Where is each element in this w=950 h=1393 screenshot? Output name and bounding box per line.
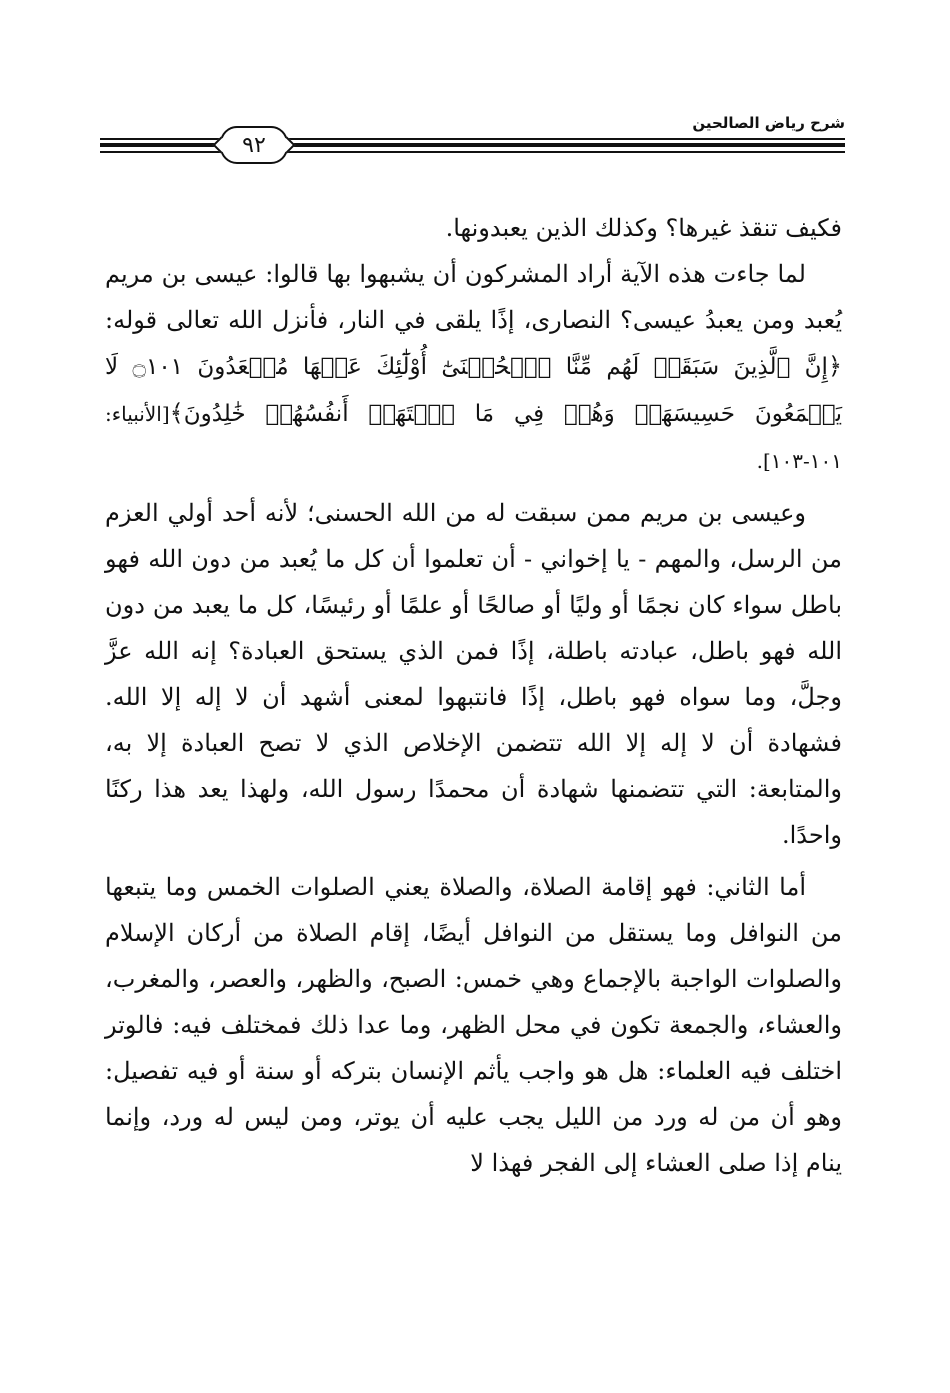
paragraph-4: أما الثاني: فهو إقامة الصلاة، والصلاة يعني الصلوات الخمس وما يتبعها من النوافل وما يستقل من النوافل أيضًا، إقام الصلاة من أركان الإسلام والصلوات الواجبة بالإجماع وهي خمس: الصبح، والظهر، والعصر، والمغرب، والعشاء، والجمعة تكون في محل الظهر، وما عدا ذلك فمختلف فيه: فالوتر اختلف فيه العلماء: هل هو واجب يأثم الإنسان بتركه أو سنة أو فيه تفصيل: وهو أن من له ورد من الليل يجب عليه أن يوتر، ومن ليس له ورد، وإنما ينام إذا صلى العشاء إلى الفجر فهذا لا [105,873,843,1177]
paragraph-2 [105,251,842,484]
verse-reference: [الأنبياء: ١٠١-١٠٣]. [105,402,842,473]
page-header [100,96,845,166]
quran-bracket-close: ﴾ [169,399,184,427]
running-title: شرح رياض الصالحين [692,114,845,132]
quran-verse: إِنَّ ٱلَّذِينَ سَبَقَتۡ لَهُم مِّنَّا ٱلۡحُسۡنَىٰٓ أُوْلَٰٓئِكَ عَنۡهَا مُبۡعَدُونَ ۝١٠١ لَا يَسۡمَعُونَ حَسِيسَهَاۖ وَهُمۡ فِي مَا ٱشۡتَهَتۡ أَنفُسُهُمۡ خَٰلِدُونَ [105,354,842,427]
quran-bracket-open: ﴿ [827,352,842,380]
page-number: ٩٢ [220,126,288,164]
header-rule-thin-top [100,138,845,140]
paragraph-1: فكيف تنقذ غيرها؟ وكذلك الذين يعبدونها. [445,214,842,242]
paragraph-3: وعيسى بن مريم ممن سبقت له من الله الحسنى؛ لأنه أحد أولي العزم من الرسل، والمهم - يا إخواني - أن تعلموا أن كل ما يُعبد من دون الله فهو باطل سواء كان نجمًا أو وليًا أو صالحًا أو علمًا أو رئيسًا، كل ما يعبد من دون الله فهو باطل، عبادته باطلة، إذًا فمن الذي يستحق العبادة؟ إنه الله عزَّ وجلَّ، وما سواه فهو باطل، إذًا فانتبهوا لمعنى أشهد أن لا إله إلا الله. فشهادة أن لا إله إلا الله تتضمن الإخلاص الذي لا تصح العبادة إلا به، والمتابعة: التي تتضمنها شهادة أن محمدًا رسول الله، ولهذا يعد هذا ركنًا واحدًا. [105,499,842,849]
paragraph-2-text: لما جاءت هذه الآية أراد المشركون أن يشبهوا بها قالوا: عيسى بن مريم يُعبد ومن يعبدُ عيسى؟ النصارى، إذًا يلقى في النار، فأنزل الله تعالى قوله: [105,260,842,334]
body-text [105,205,842,1186]
header-rule-thin-bottom [100,151,845,153]
